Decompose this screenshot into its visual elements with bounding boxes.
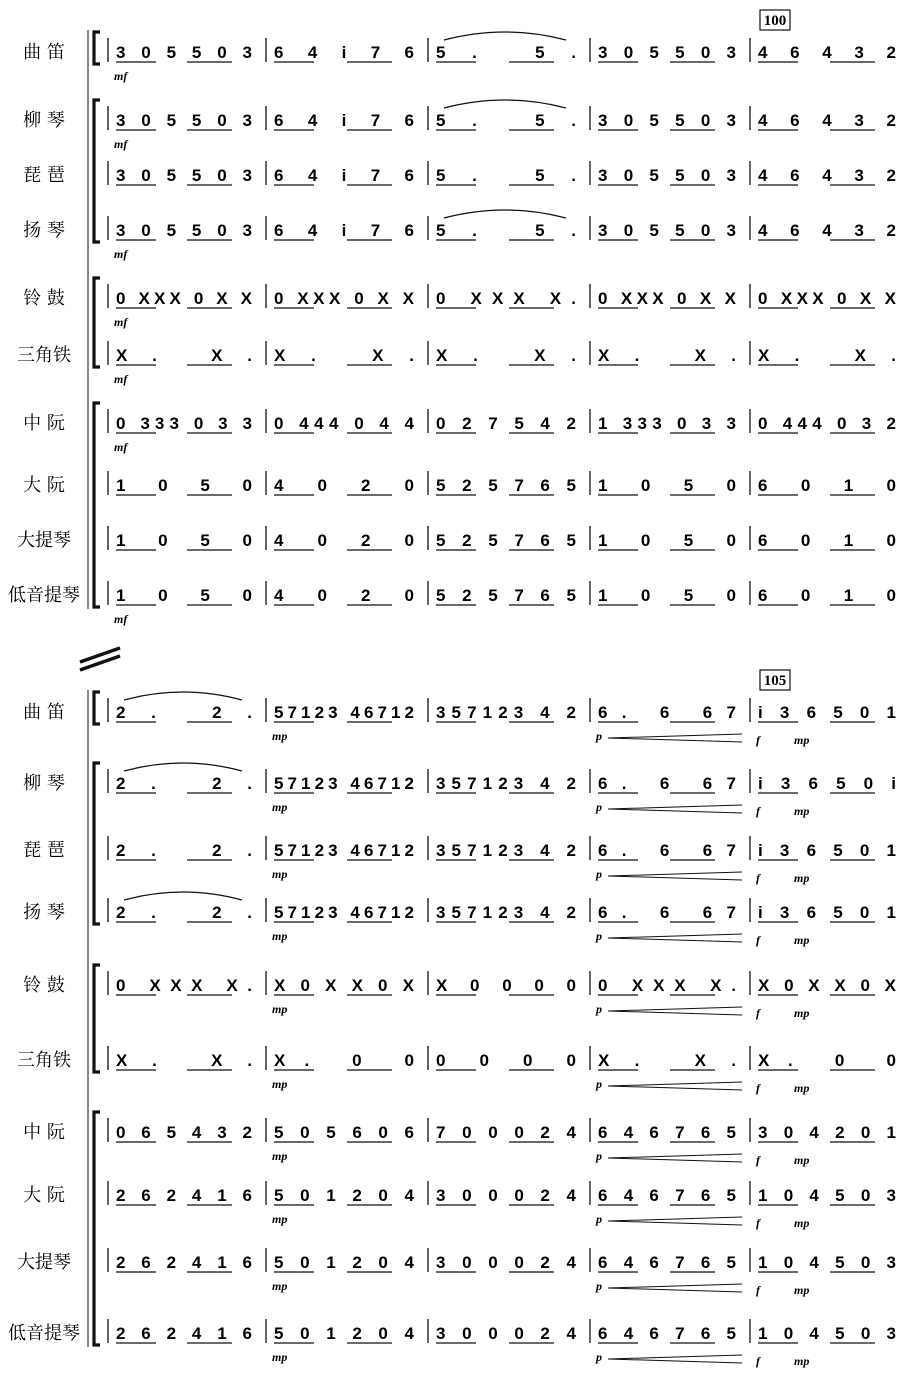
measure-notes: 3 0 5 5 0 3 [116, 111, 252, 130]
dynamic-marking: p [596, 867, 602, 881]
measure-notes: 3 0 0 0 2 4 [436, 1324, 576, 1343]
staff-row [17, 526, 896, 551]
group-bracket [94, 100, 100, 242]
dynamic-marking: f [756, 1006, 760, 1020]
measure-notes: 5 0 1 2 0 4 [274, 1253, 414, 1272]
instrument-name: 扬 琴 [23, 902, 65, 923]
measure-notes: 5 0 5 6 0 6 [274, 1123, 414, 1142]
measure-notes: 2 6 2 4 1 6 [116, 1253, 252, 1272]
measure-notes: 57123 46712 [274, 841, 414, 860]
measure-notes: 0 XXX 0 X X [598, 289, 736, 308]
instrument-name: 扬 琴 [23, 220, 65, 241]
score-system-1 [8, 10, 897, 626]
dynamic-marking: mp [272, 1002, 288, 1016]
measure-notes: 0 XXX X. [598, 976, 736, 995]
staff-row [17, 341, 896, 386]
measure-notes: 1 0 4 5 0 3 [758, 1324, 896, 1343]
staff-row [23, 284, 897, 329]
measure-notes: 2. 2. [116, 903, 252, 922]
group-bracket [94, 403, 100, 607]
measure-notes: 4 6 4 3 2 [758, 111, 896, 130]
measure-notes: 6 4 i 7 6 [274, 166, 414, 185]
measure-notes: 6 4 6 7 6 5 [598, 1324, 736, 1343]
dynamic-marking: mp [794, 1216, 810, 1230]
dynamic-marking: mf [114, 247, 128, 261]
dynamic-marking: mf [114, 372, 128, 386]
measure-notes: X. X. [598, 346, 736, 365]
measure-notes: 57123 46712 [274, 703, 414, 722]
measure-notes: 0 XXX X. [436, 289, 576, 308]
group-bracket [94, 965, 100, 1072]
measure-notes: 4 6 4 3 2 [758, 221, 896, 240]
instrument-name: 三角铁 [17, 1050, 71, 1071]
measure-notes: 1 0 4 5 0 3 [758, 1186, 896, 1205]
measure-notes: 3 0 5 5 0 3 [116, 221, 252, 240]
dynamic-marking: p [596, 1279, 602, 1293]
measure-notes: X. 0 0 [758, 1051, 896, 1070]
measure-notes: 357123 4 2 [436, 841, 576, 860]
measure-notes: 1 0 5 0 [598, 476, 736, 495]
measure-notes: 3 0 0 0 2 4 [436, 1253, 576, 1272]
dynamic-marking: mf [114, 612, 128, 626]
measure-notes: X. X. [598, 1051, 736, 1070]
dynamic-marking: p [596, 1149, 602, 1163]
dynamic-marking: mf [114, 69, 128, 83]
measure-notes: i 3 6 5 0 1 [758, 841, 896, 860]
measure-notes: 4 0 2 0 [274, 586, 414, 605]
measure-notes: 3 0 5 5 0 3 [598, 221, 736, 240]
staff-row [23, 38, 896, 83]
staff-row [23, 836, 896, 885]
crescendo-hairpin [608, 1355, 742, 1363]
measure-notes: 6 0 1 0 [758, 476, 896, 495]
instrument-name: 低音提琴 [8, 1323, 80, 1344]
group-bracket [94, 32, 100, 64]
instrument-name: 曲 笛 [23, 702, 65, 723]
measure-notes: 1 0 5 0 [116, 531, 252, 550]
instrument-name: 铃 鼓 [23, 975, 65, 996]
measure-notes: 3 0 5 5 0 3 [598, 111, 736, 130]
rehearsal-mark: 100 [763, 13, 787, 29]
staff-row [23, 216, 896, 261]
measure-notes: 0 XXX 0 X X [274, 289, 414, 308]
staff-row [8, 1319, 896, 1368]
measure-notes: 5. 5. [436, 43, 576, 62]
dynamic-marking: f [756, 1216, 760, 1230]
measure-notes: X. X. [274, 346, 414, 365]
measure-notes: 6. 6 67 [598, 841, 736, 860]
measure-notes: i 3 6 5 0 i [758, 774, 896, 793]
dynamic-marking: mp [794, 733, 810, 747]
staff-row [23, 161, 896, 186]
dynamic-marking: mp [794, 1006, 810, 1020]
measure-notes: 3 0 5 5 0 3 [598, 166, 736, 185]
staff-row [23, 971, 897, 1020]
tie-arc [124, 692, 242, 700]
dynamic-marking: mf [114, 137, 128, 151]
measure-notes: 3 0 5 5 0 3 [598, 43, 736, 62]
measure-notes: 7 0 0 0 2 4 [436, 1123, 576, 1142]
dynamic-marking: p [596, 729, 602, 743]
measure-notes: 357123 4 2 [436, 703, 576, 722]
dynamic-marking: f [756, 933, 760, 947]
instrument-name: 柳 琴 [23, 773, 65, 794]
measure-notes: 0 444 0 4 4 [274, 414, 414, 433]
measure-notes: 5. 5. [436, 166, 576, 185]
dynamic-marking: mp [794, 1354, 810, 1368]
measure-notes: 4 6 4 3 2 [758, 43, 896, 62]
dynamic-marking: mp [272, 929, 288, 943]
measure-notes: X 0 X X 0 X [274, 976, 414, 995]
measure-notes: 0 0 0 0 [436, 1051, 576, 1070]
tie-arc [444, 100, 566, 108]
measure-notes: 5 2 5 7 6 5 [436, 531, 576, 550]
staff-row [23, 409, 896, 454]
staff-row [23, 769, 896, 818]
measure-notes: 6 4 6 7 6 5 [598, 1253, 736, 1272]
measure-notes: 2 6 2 4 1 6 [116, 1324, 252, 1343]
dynamic-marking: f [756, 871, 760, 885]
staff-row [23, 471, 896, 496]
dynamic-marking: mp [272, 729, 288, 743]
dynamic-marking: mp [272, 800, 288, 814]
measure-notes: X. X. [758, 346, 896, 365]
measure-notes: 0 XXX X. [116, 976, 252, 995]
dynamic-marking: p [596, 929, 602, 943]
measure-notes: X. X. [116, 346, 252, 365]
measure-notes: 5. 5. [436, 111, 576, 130]
measure-notes: X. X. [436, 346, 576, 365]
measure-notes: 1 0 5 0 [598, 531, 736, 550]
measure-notes: 2. 2. [116, 703, 252, 722]
measure-notes: 6. 6 67 [598, 903, 736, 922]
measure-notes: 5 2 5 7 6 5 [436, 586, 576, 605]
measure-notes: 6 0 1 0 [758, 531, 896, 550]
measure-notes: 4 0 2 0 [274, 476, 414, 495]
instrument-name: 琵 琶 [23, 165, 65, 186]
measure-notes: 6 4 6 7 6 5 [598, 1186, 736, 1205]
dynamic-marking: f [756, 1354, 760, 1368]
staff-row [23, 1181, 896, 1230]
dynamic-marking: mp [794, 933, 810, 947]
score-system-2 [8, 670, 897, 1368]
tie-arc [444, 210, 566, 218]
dynamic-marking: p [596, 1002, 602, 1016]
measure-notes: 4 6 4 3 2 [758, 166, 896, 185]
group-bracket [94, 763, 100, 924]
measure-notes: 357123 4 2 [436, 903, 576, 922]
measure-notes: 6 4 6 7 6 5 [598, 1123, 736, 1142]
crescendo-hairpin [608, 734, 742, 742]
dynamic-marking: f [756, 1283, 760, 1297]
dynamic-marking: mp [794, 1283, 810, 1297]
measure-notes: i 3 6 5 0 1 [758, 903, 896, 922]
dynamic-marking: p [596, 1212, 602, 1226]
measure-notes: 1 333 0 3 3 [598, 414, 736, 433]
measure-notes: 57123 46712 [274, 774, 414, 793]
measure-notes: 4 0 2 0 [274, 531, 414, 550]
instrument-name: 琵 琶 [23, 840, 65, 861]
instrument-name: 低音提琴 [8, 585, 80, 606]
staff-row [23, 106, 896, 151]
measure-notes: X 0 X X 0 X [758, 976, 896, 995]
measure-notes: 3 0 0 0 2 4 [436, 1186, 576, 1205]
staff-row [23, 1118, 896, 1167]
measure-notes: 0 6 5 4 3 2 [116, 1123, 252, 1142]
instrument-name: 大提琴 [17, 1252, 71, 1273]
dynamic-marking: mp [272, 867, 288, 881]
instrument-name: 大提琴 [17, 530, 71, 551]
instrument-name: 三角铁 [17, 345, 71, 366]
dynamic-marking: mf [114, 315, 128, 329]
measure-notes: 6 4 i 7 6 [274, 111, 414, 130]
dynamic-marking: mp [272, 1279, 288, 1293]
instrument-name: 铃 鼓 [23, 288, 65, 309]
crescendo-hairpin [608, 805, 742, 813]
dynamic-marking: f [756, 733, 760, 747]
dynamic-marking: mf [114, 440, 128, 454]
measure-notes: X 0 0 0 0 [436, 976, 576, 995]
dynamic-marking: f [756, 1153, 760, 1167]
dynamic-marking: mp [272, 1077, 288, 1091]
measure-notes: 6. 6 67 [598, 703, 736, 722]
crescendo-hairpin [608, 872, 742, 880]
staff-row [23, 898, 896, 947]
instrument-name: 中 阮 [23, 413, 65, 434]
instrument-name: 中 阮 [23, 1122, 65, 1143]
tie-arc [444, 32, 566, 40]
dynamic-marking: mp [272, 1350, 288, 1364]
instrument-name: 曲 笛 [23, 42, 65, 63]
measure-notes: 6 0 1 0 [758, 586, 896, 605]
instrument-name: 大 阮 [23, 1185, 65, 1206]
dynamic-marking: mp [272, 1212, 288, 1226]
measure-notes: 1 0 5 0 [116, 476, 252, 495]
measure-notes: 0 333 0 3 3 [116, 414, 252, 433]
dynamic-marking: mp [794, 1081, 810, 1095]
dynamic-marking: p [596, 800, 602, 814]
dynamic-marking: f [756, 804, 760, 818]
staff-row [8, 581, 896, 626]
measure-notes: 3 0 4 2 0 1 [758, 1123, 896, 1142]
measure-notes: 6. 6 67 [598, 774, 736, 793]
measure-notes: 5 2 5 7 6 5 [436, 476, 576, 495]
measure-notes: X. 0 0 [274, 1051, 414, 1070]
measure-notes: 0 2 7 5 4 2 [436, 414, 576, 433]
measure-notes: 3 0 5 5 0 3 [116, 166, 252, 185]
measure-notes: 1 0 5 0 [116, 586, 252, 605]
dynamic-marking: mp [794, 804, 810, 818]
measure-notes: 5. 5. [436, 221, 576, 240]
instrument-name: 大 阮 [23, 475, 65, 496]
measure-notes: 2. 2. [116, 841, 252, 860]
measure-notes: 5 0 1 2 0 4 [274, 1186, 414, 1205]
measure-notes: 1 0 5 0 [598, 586, 736, 605]
tie-arc [124, 892, 242, 900]
measure-notes: 357123 4 2 [436, 774, 576, 793]
staff-row [23, 698, 896, 747]
measure-notes: 57123 46712 [274, 903, 414, 922]
rehearsal-mark: 105 [763, 673, 787, 689]
tie-arc [124, 763, 242, 771]
crescendo-hairpin [608, 1217, 742, 1225]
dynamic-marking: f [756, 1081, 760, 1095]
crescendo-hairpin [608, 1284, 742, 1292]
group-bracket [94, 278, 100, 367]
dynamic-marking: mp [794, 1153, 810, 1167]
dynamic-marking: p [596, 1350, 602, 1364]
crescendo-hairpin [608, 1154, 742, 1162]
dynamic-marking: mp [272, 1149, 288, 1163]
staff-row [17, 1046, 896, 1095]
crescendo-hairpin [608, 1007, 742, 1015]
dynamic-marking: mp [794, 871, 810, 885]
crescendo-hairpin [608, 934, 742, 942]
measure-notes: i 3 6 5 0 1 [758, 703, 896, 722]
measure-notes: 0 444 0 3 2 [758, 414, 896, 433]
measure-notes: 1 0 4 5 0 3 [758, 1253, 896, 1272]
measure-notes: 2. 2. [116, 774, 252, 793]
measure-notes: 6 4 i 7 6 [274, 221, 414, 240]
group-bracket [94, 1112, 100, 1345]
measure-notes: 0 XXX 0 X X [758, 289, 896, 308]
crescendo-hairpin [608, 1082, 742, 1090]
instrument-name: 柳 琴 [23, 110, 65, 131]
measure-notes: 2 6 2 4 1 6 [116, 1186, 252, 1205]
dynamic-marking: p [596, 1077, 602, 1091]
measure-notes: 5 0 1 2 0 4 [274, 1324, 414, 1343]
group-bracket [94, 692, 100, 724]
measure-notes: X. X. [116, 1051, 252, 1070]
measure-notes: 6 4 i 7 6 [274, 43, 414, 62]
measure-notes: 3 0 5 5 0 3 [116, 43, 252, 62]
staff-row [17, 1248, 896, 1297]
measure-notes: 0 XXX 0 X X [116, 289, 252, 308]
